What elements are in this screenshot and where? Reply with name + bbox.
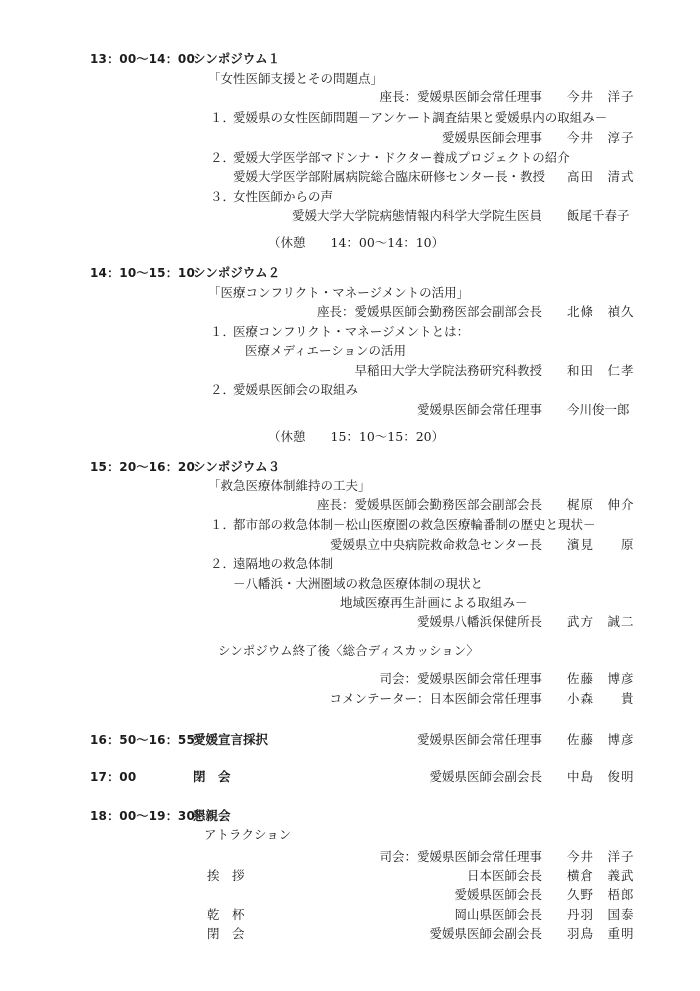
party-moderator-name: 今井 洋子 [567,849,635,864]
item-number: ２． [210,382,236,397]
greeting-affiliation: 愛媛県医師会長 [454,887,542,902]
speaker-name: 和田 仁孝 [567,363,635,378]
speaker-affiliation: 愛媛大学大学院病態情報内科学大学院生医員 [291,208,542,223]
adoption-time: 16：50～16：55 [90,733,195,747]
greeting-name: 横倉 義武 [567,868,635,883]
speaker-name: 武方 誠二 [567,614,635,629]
adoption-title: 愛媛宣言採択 [193,732,269,747]
toast-label: 乾 杯 [207,907,245,922]
item-title: 愛媛県の女性医師問題－アンケート調査結果と愛媛県内の取組み－ [233,110,608,125]
greeting-affiliation: 日本医師会長 [466,868,542,883]
closing-affiliation: 愛媛県医師会副会長 [429,769,542,784]
break-time: （休憩 14：00～14：10） [268,235,445,250]
item-subtitle: －八幡浜・大洲圏域の救急医療体制の現状と [233,576,484,591]
moderator-name: 佐藤 博彦 [567,671,635,686]
speaker-affiliation: 早稲田大学大学院法務研究科教授 [354,363,542,378]
commentator-name: 小森 貴 [567,691,635,706]
party-close-label: 閉 会 [207,926,245,941]
party-close-affiliation: 愛媛県医師会副会長 [429,926,542,941]
item-number: １． [210,110,236,125]
party-time: 18：00～19：30 [90,809,195,823]
speaker-affiliation: 愛媛県医師会理事 [441,130,542,145]
adoption-name: 佐藤 博彦 [567,732,635,747]
party-title: 懇親会 [193,808,231,823]
item-number: ２． [210,556,236,571]
speaker-name: 飯尾千春子 [567,208,630,223]
session-theme: 「救急医療体制維持の工夫」 [208,478,371,493]
session-time: 13：00～14：00 [90,52,195,66]
discussion-note: シンポジウム終了後〈総合ディスカッション〉 [218,643,479,658]
item-subtitle: 医療メディエーションの活用 [245,343,407,358]
speaker-affiliation: 愛媛大学医学部附属病院総合臨床研修センター長・教授 [233,169,546,184]
item-title: 愛媛大学医学部マドンナ・ドクター養成プロジェクトの紹介 [233,150,570,165]
adoption-affiliation: 愛媛県医師会常任理事 [416,732,542,747]
item-title: 遠隔地の救急体制 [233,556,334,571]
item-title: 都市部の救急体制－松山医療圏の救急医療輪番制の歴史と現状－ [233,517,596,532]
item-title: 愛媛県医師会の取組み [233,382,359,397]
chair-name: 梶原 伸介 [567,497,635,512]
speaker-affiliation: 愛媛県医師会常任理事 [416,402,542,417]
item-number: １． [210,517,236,532]
session-time: 15：20～16：20 [90,460,195,474]
speaker-name: 今川俊一郎 [567,402,630,417]
chair-role: 座長：愛媛県医師会勤務医部会副部会長 [316,304,542,319]
chair-name: 今井 洋子 [567,89,635,104]
party-moderator-role: 司会：愛媛県医師会常任理事 [379,849,542,864]
item-subtitle: 地域医療再生計画による取組み－ [340,595,528,610]
speaker-name: 今井 淳子 [567,130,635,145]
chair-role: 座長：愛媛県医師会常任理事 [379,89,542,104]
greeting-name: 久野 梧郎 [567,887,635,902]
session-title: シンポジウム３ [193,459,281,474]
party-close-name: 羽鳥 重明 [567,926,635,941]
item-number: ２． [210,150,236,165]
attraction-label: アトラクション [204,827,292,842]
moderator-role: 司会：愛媛県医師会常任理事 [379,671,542,686]
item-number: ３． [210,189,236,204]
session-title: シンポジウム２ [193,265,281,280]
session-title: シンポジウム１ [193,51,281,66]
speaker-affiliation: 愛媛県八幡浜保健所長 [416,614,542,629]
closing-name: 中島 俊明 [567,769,635,784]
greeting-label: 挨 拶 [207,868,245,883]
closing-title: 閉 会 [193,769,231,784]
item-title: 女性医師からの声 [233,189,334,204]
item-title: 医療コンフリクト・マネージメントとは： [233,324,470,339]
closing-time: 17：00 [90,770,137,784]
session-theme: 「女性医師支援とその問題点」 [208,71,384,86]
speaker-name: 高田 清式 [567,169,635,184]
speaker-name: 濱見 原 [567,537,635,552]
speaker-affiliation: 愛媛県立中央病院救命救急センター長 [329,537,542,552]
break-time: （休憩 15：10～15：20） [268,429,445,444]
item-number: １． [210,324,236,339]
session-time: 14：10～15：10 [90,266,195,280]
toast-affiliation: 岡山県医師会長 [454,907,542,922]
session-theme: 「医療コンフリクト・マネージメントの活用」 [208,285,470,300]
toast-name: 丹羽 国泰 [567,907,635,922]
chair-role: 座長：愛媛県医師会勤務医部会副部会長 [316,497,542,512]
chair-name: 北條 禎久 [567,304,635,319]
commentator-role: コメンテーター：日本医師会常任理事 [329,691,542,706]
